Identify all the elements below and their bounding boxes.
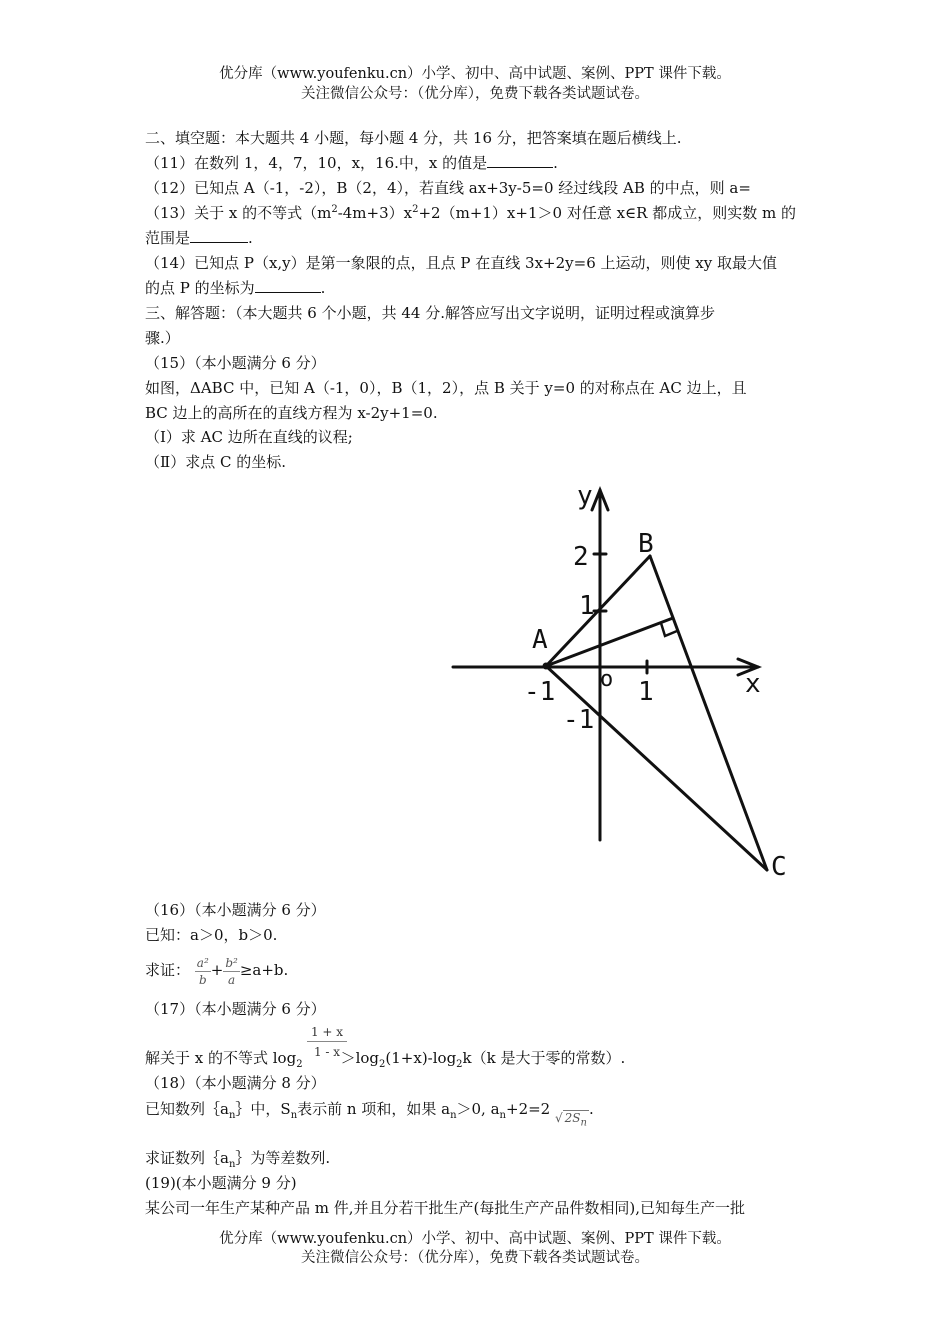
q18-p1: 已知数列｛a [145,1100,229,1118]
triangle-figure [445,475,805,890]
q13-sup1: 2 [331,204,338,215]
question-14-line-2 [145,278,810,298]
q13-sup2: 2 [412,204,419,215]
q14-line2: 的点 P 的坐标为 [145,279,255,297]
section-3-title-line-1: 三、解答题：（本大题共 6 个小题，共 44 分.解答应写出文字说明，证明过程或演算步 [145,304,715,322]
q16-rhs: ≥a+b. [239,961,289,979]
q19-text-line-1: 某公司一年生产某种产品 m 件,并且分若干批生产(每批生产产品件数相同),已知每生产一批 [145,1199,746,1217]
q16-plus: + [210,961,224,979]
page-header-line-1: 优分库（www.youfenku.cn）小学、初中、高中试题、案例、PPT 课件下载。 [219,66,731,82]
q12-text: （12）已知点 A（-1，-2），B（2，4），若直线 ax+3y-5=0 经过线段 AB 的中点，则 a= [145,179,751,197]
q18-p5: +2=2 [506,1100,551,1118]
q11-text: （11）在数列 1，4，7，10，x，16.中，x 的值是 [145,154,488,172]
side-ab [546,556,650,666]
q15-part-1: （Ⅰ）求 AC 边所在直线的议程; [145,428,353,446]
y-tick-label-1: 1 [579,591,595,621]
q15-title: （15）（本小题满分 6 分） [145,354,326,372]
q17-sub3: 2 [456,1059,463,1070]
x-tick-label-1: 1 [638,677,654,707]
q17-mid: ＞log [340,1049,380,1067]
point-c-label: C [771,852,787,882]
q18-sqrt-sub: n [580,1117,587,1129]
section-2-title: 二、填空题：本大题共 4 小题，每小题 4 分，共 16 分，把答案填在题后横线上. [145,129,682,147]
q16-f2-denominator: a [228,972,236,987]
q18-p2: ｝中，S [235,1100,291,1118]
q18-end: . [588,1100,594,1118]
question-13-line-2 [145,228,810,248]
q16-prove-label: 求证： [145,961,191,979]
q14-answer-blank [255,278,321,293]
q18-s2: n [290,1110,298,1121]
q16-f2-numerator: b² [225,955,238,970]
q16-f1-denominator: b [198,972,207,987]
q18-cs: n [228,1159,236,1170]
q11-end: . [553,154,558,172]
q18-s1: n [228,1110,236,1121]
origin-label: o [600,667,614,692]
q11-answer-blank [487,153,553,168]
point-b-label: B [638,529,654,559]
question-14-line-1: （14）已知点 P（x,y）是第一象限的点，且点 P 在直线 3x+2y=6 上运动，则使 xy 取最大值 [145,254,777,272]
q18-s3: n [450,1110,457,1121]
x-axis-label: x [745,669,761,699]
side-ac [546,666,767,870]
question-13-line-1 [145,203,810,223]
x-tick-label-neg1: -1 [524,677,556,707]
q18-sqrt: √ 2Sn [555,1111,587,1129]
q18-c2: ｝为等差数列. [235,1149,331,1167]
q18-sqrt-text: 2S [564,1111,581,1125]
q15-text-line-2: BC 边上的高所在的直线方程为 x-2y+1=0. [145,404,438,422]
page-footer-line-1: 优分库（www.youfenku.cn）小学、初中、高中试题、案例、PPT 课件下载。 [219,1231,731,1247]
q18-p4: ＞0, a [456,1100,500,1118]
q15-text-line-1: 如图，ΔABC 中，已知 A（-1，0），B（1，2），点 B 关于 y=0 的对称点在 AC 边上，且 [145,379,747,397]
point-a-label: A [532,625,548,655]
page-header-line-2: 关注微信公众号：（优分库），免费下载各类试题试卷。 [301,86,649,102]
q17-frac-denominator: 1 - x [313,1045,341,1059]
q16-fraction-2 [223,955,240,988]
q16-given: 已知：a＞0，b＞0. [145,926,278,944]
q16-f1-numerator: a² [196,955,209,970]
q16-prove [145,952,810,988]
q17-sub1: 2 [296,1059,303,1070]
q18-conclusion [145,1148,810,1168]
q13-end: . [248,229,253,247]
q18-p3: 表示前 n 项和，如果 a [297,1100,451,1118]
q17-post: k（k 是大于零的常数）. [462,1049,626,1067]
question-12 [145,178,810,198]
q13-part2: -4m+3）x [337,204,413,222]
y-tick-label-neg1: -1 [563,705,595,735]
y-tick-label-2: 2 [573,542,589,572]
q15-part-2: （Ⅱ）求点 C 的坐标. [145,453,286,471]
q18-text [145,1099,810,1129]
y-axis-label: y [577,481,593,511]
q18-s4: n [499,1110,506,1121]
page-footer-line-2: 关注微信公众号：（优分库），免费下载各类试题试卷。 [301,1250,649,1266]
q19-title: (19)(本小题满分 9 分) [145,1174,297,1192]
q17-sub2: 2 [379,1059,386,1070]
q17-mid2: (1+x)-log [385,1049,457,1067]
q13-part3: +2（m+1）x+1＞0 对任意 x∈R 都成立，则实数 m 的 [418,204,796,222]
q13-part1: （13）关于 x 的不等式（m [145,204,332,222]
q13-line2: 范围是 [145,229,191,247]
q18-c1: 求证数列｛a [145,1149,229,1167]
q16-title: （16）（本小题满分 6 分） [145,901,326,919]
point-a-dot [543,663,550,670]
q17-pre: 解关于 x 的不等式 log [145,1049,297,1067]
altitude-from-a [546,618,673,666]
q17-title: （17）（本小题满分 6 分） [145,1000,326,1018]
q16-fraction-1 [195,955,211,988]
q17-frac-numerator: 1 + x [307,1023,347,1042]
question-11 [145,153,810,173]
section-3-title-line-2: 骤.） [145,329,180,347]
side-bc [650,556,767,870]
q18-title: （18）（本小题满分 8 分） [145,1074,326,1092]
q13-answer-blank [190,228,248,243]
q14-end: . [320,279,326,297]
